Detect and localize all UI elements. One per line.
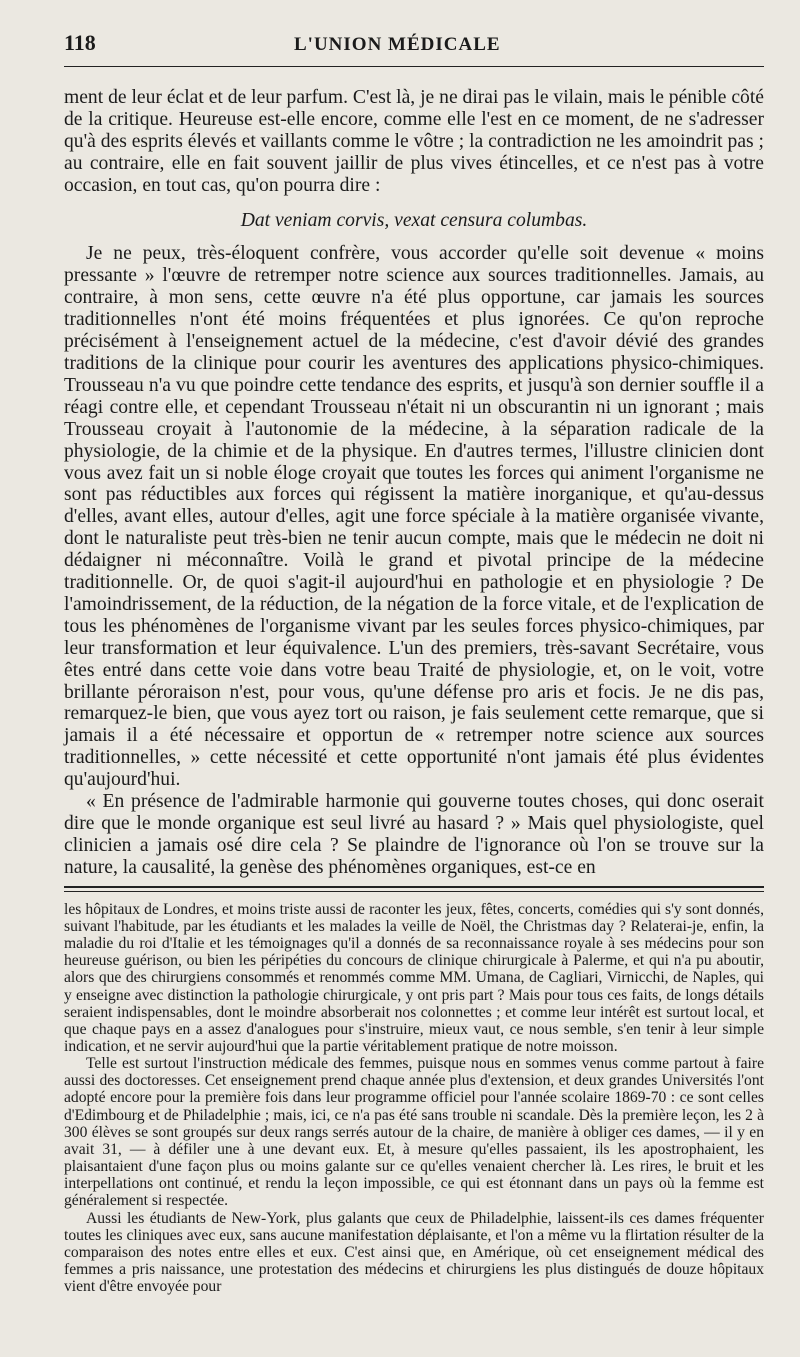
footnote-paragraph: Aussi les étudiants de New-York, plus galants que ceux de Philadelphie, laissent-ils ces dames fréquenter toutes les cliniques avec eux, sans aucune manifestation déplaisante, et l'on a même vu la flirtation résulter de la comparaison des notes entre elles et eux. C'est ainsi que, en Amérique, où cet enseignement médical des femmes a pris naissance, une protestation des médecins et chirurgiens les plus distingués de douze hôpitaux vient d'être envoyée pour <box>64 1209 764 1296</box>
journal-title: L'UNION MÉDICALE <box>294 34 501 55</box>
paragraph: « En présence de l'admirable harmonie qui gouverne toutes choses, qui donc oserait dire que le monde organique est seul livré au hasard ? » Mais quel physiologiste, quel clinicien a jamais osé dire cela ? Se plaindre de l'ignorance où l'on se trouve sur la nature, la causalité, la genèse des phénomènes organiques, est-ce en <box>64 791 764 878</box>
main-text <box>64 87 764 879</box>
footnote-paragraph: Telle est surtout l'instruction médicale des femmes, puisque nous en sommes venus comme partout à faire aussi des doctoresses. Cet enseignement prend chaque année plus d'extension, et deux grandes Universités l'ont adopté encore pour la première fois dans leur programme officiel pour l'année scolaire 1869-70 : ce sont celles d'Edimbourg et de Philadelphie ; mais, ici, ce n'a pas été sans trouble ni scandale. Dès la première leçon, les 2 à 300 élèves se sont groupés sur deux rangs serrés autour de la chaire, de manière à obliger ces dames, — il y en avait 31, — à défiler une à une devant eux. Et, à mesure qu'elles passaient, ils les apostrophaient, les plaisantaient d'une façon plus ou moins galante sur ce qu'elles venaient chercher là. Les rires, le bruit et les interpellations ont continué, et rendu la leçon impossible, ce qui est étonnant dans un pays où la femme est généralement si respectée. <box>64 1055 764 1210</box>
feuilleton-text <box>64 901 764 1296</box>
footnote-paragraph: les hôpitaux de Londres, et moins triste aussi de raconter les jeux, fêtes, concerts, comédies qui s'y sont donnés, suivant l'habitude, par les étudiants et les malades la veille de Noël, the Christmas day ? Relaterai-je, enfin, la maladie du roi d'Italie et les témoignages qu'il a donnés de sa reconnaissance royale à ses médecins pour son heureuse guérison, ou bien les péripéties du concours de clinique chirurgicale à Palerme, et qui n'a pu aboutir, alors que des chirurgiens consommés et renommés comme MM. Umana, de Cagliari, Virnicchi, de Naples, qui y enseigne avec distinction la pathologie chirurgicale, y ont pris part ? Mais pour tous ces faits, de longs détails seraient indispensables, dont le moindre absorberait nos colonnettes ; et comme leur intérêt est surtout local, et que chaque pays en a assez d'analogues pour s'instruire, mieux vaut, ce nous semble, s'en tenir à leur simple indication, et ne servir aujourd'hui que la partie véritablement pratique de notre moisson. <box>64 900 764 1055</box>
running-header <box>64 30 764 67</box>
latin-quotation: Dat veniam corvis, vexat censura columbas. <box>240 209 588 231</box>
paragraph: Je ne peux, très-éloquent confrère, vous accorder qu'elle soit devenue « moins pressante » l'œuvre de retremper notre science aux sources traditionnelles. Jamais, au contraire, à mon sens, cette œuvre n'a été plus opportune, car jamais les sources traditionnelles n'ont été moins fréquentées et plus ignorées. Ce qu'on reproche précisément à l'enseignement actuel de la médecine, c'est d'avoir dévié des grandes traditions de la clinique pour courir les aventures des applications physico-chimiques. Trousseau n'a vu que poindre cette tendance des esprits, et jusqu'à son dernier souffle il a réagi contre elle, et cependant Trousseau n'était ni un obscurantin ni un ignorant ; mais Trousseau croyait à l'autonomie de la médecine, à la séparation radicale de la physiologie, de la chimie et de la physique. En d'autres termes, l'illustre clinicien dont vous avez fait un si noble éloge croyait que toutes les forces qui animent l'organisme ne sont pas réductibles aux forces qui régissent la matière inorganique, et qu'au-dessus d'elles, avant elles, autour d'elles, agit une force spéciale à la matière organisée vivante, dont le naturaliste peut très-bien ne tenir aucun compte, mais que le médecin ne doit ni dédaigner ni méconnaître. Voilà le grand et pivotal principe de la médecine traditionnelle. Or, de quoi s'agit-il aujourd'hui en pathologie et en physiologie ? De l'amoindrissement, de la réduction, de la négation de la force vitale, et de l'explication de tous les phénomènes de l'organisme vivant par les seules forces physico-chimiques, par leur transformation et leur équivalence. L'un des premiers, très-savant Secrétaire, vous êtes entré dans cette voie dans votre beau Traité de physiologie, et, on le voit, votre brillante péroraison n'est, pour vous, qu'une défense pro aris et focis. Je ne dis pas, remarquez-le bien, que vous ayez tort ou raison, je fais seulement cette remarque, que si jamais il a été nécessaire et opportun de « retremper notre science aux sources traditionnelles, » cette nécessité et cette opportunité n'ont jamais été plus évidentes qu'aujourd'hui. <box>64 243 764 791</box>
footnote-separator <box>64 886 764 892</box>
paragraph: ment de leur éclat et de leur parfum. C'est là, je ne dirai pas le vilain, mais le pénible côté de la critique. Heureuse est-elle encore, comme elle l'est en ce moment, de ne s'adresser qu'à des esprits élevés et vaillants comme le vôtre ; la contradiction ne les amoindrit pas ; au contraire, elle en fait souvent jaillir de plus vives étincelles, et ce n'est pas à votre occasion, en tout cas, qu'on pourra dire : <box>64 87 764 196</box>
page-number: 118 <box>64 30 96 55</box>
